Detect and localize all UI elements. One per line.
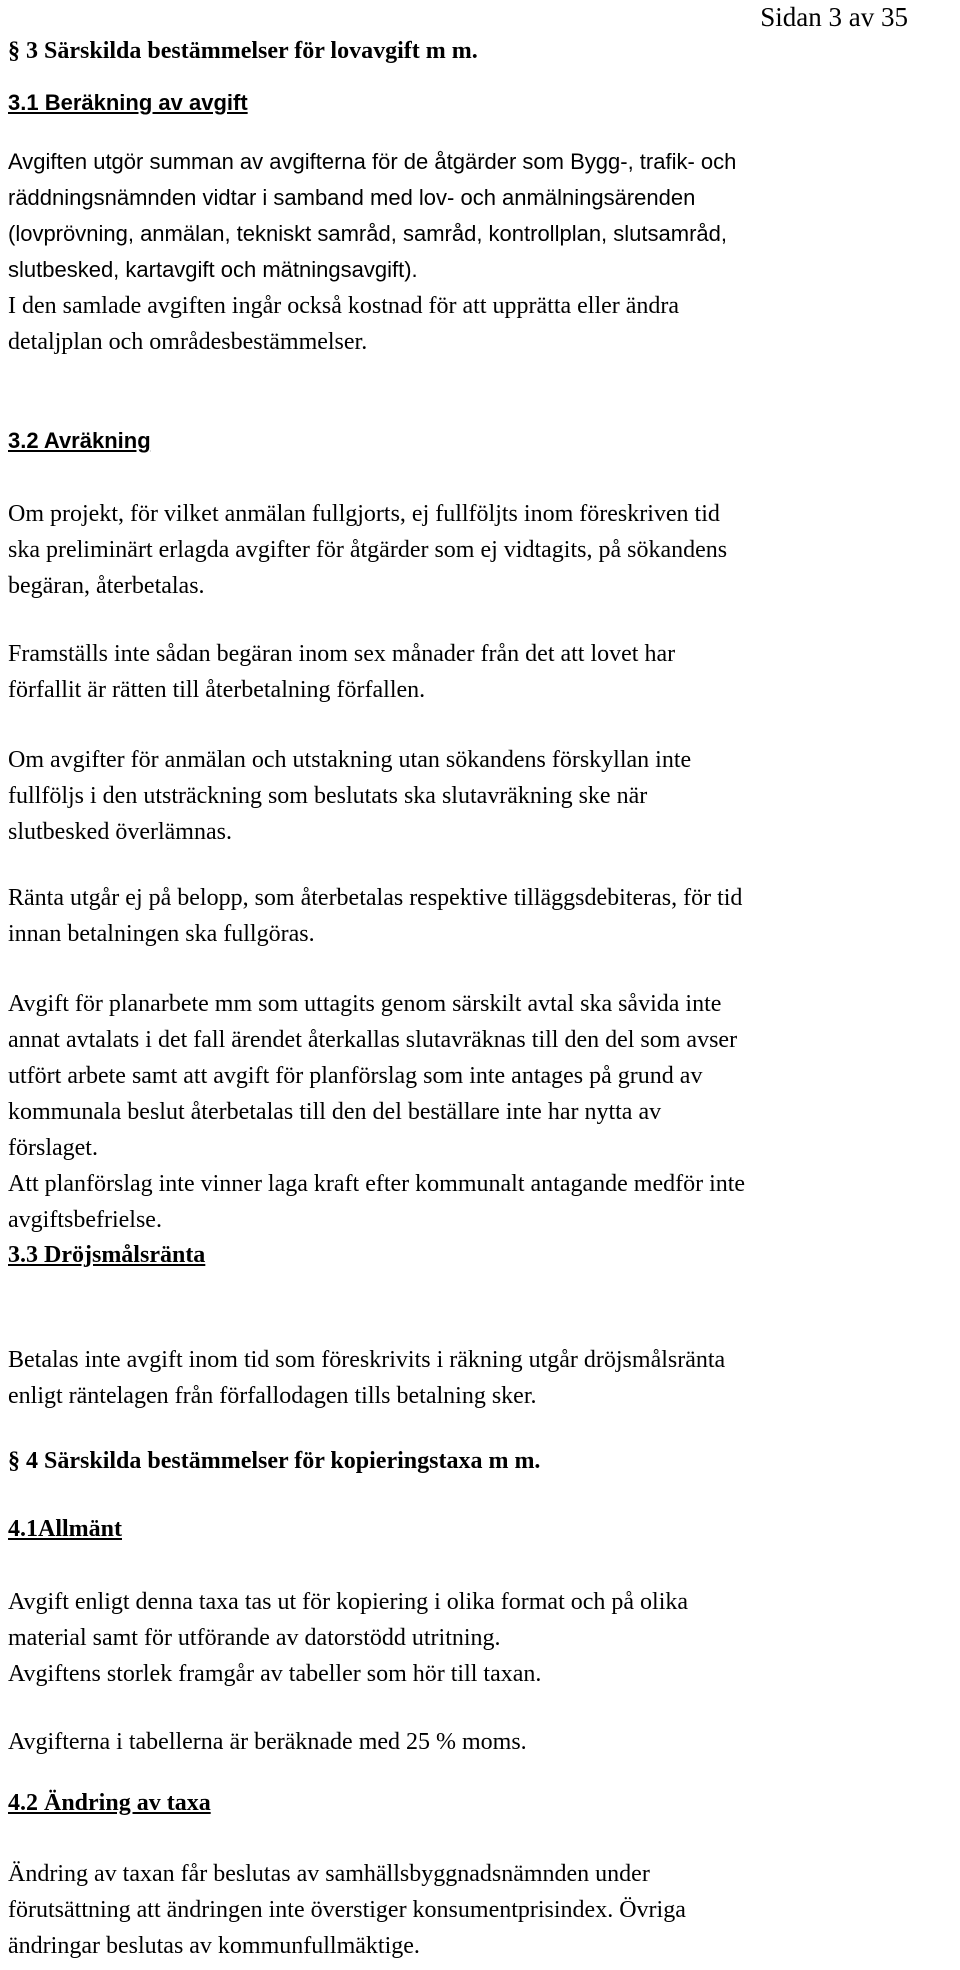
section-4-1-paragraph-1 xyxy=(8,1584,956,1692)
section-3-3-paragraph-1 xyxy=(8,1342,956,1414)
text-line: avgiftsbefrielse. xyxy=(8,1207,162,1233)
section-3-1-paragraph-2 xyxy=(8,288,956,360)
page-number: Sidan 3 av 35 xyxy=(760,2,908,32)
section-3-heading: § 3 Särskilda bestämmelser för lovavgift m m. xyxy=(8,38,478,64)
text-line: material samt för utförande av datorstödd utritning. xyxy=(8,1625,501,1651)
text-line: Avgiften utgör summan av avgifterna för de åtgärder som Bygg-, trafik- och xyxy=(8,149,737,174)
section-3-2-paragraph-2 xyxy=(8,636,956,708)
text-line: I den samlade avgiften ingår också kostnad för att upprätta eller ändra xyxy=(8,293,680,319)
text-line: Ändring av taxan får beslutas av samhällsbyggnadsnämnden under xyxy=(8,1861,650,1887)
section-3-3-heading: 3.3 Dröjsmålsränta xyxy=(8,1242,206,1268)
section-3-2-paragraph-5 xyxy=(8,986,956,1166)
text-line: slutbesked överlämnas. xyxy=(8,819,232,845)
text-line: innan betalningen ska fullgöras. xyxy=(8,921,315,947)
text-line: slutbesked, kartavgift och mätningsavgift). xyxy=(8,257,418,282)
section-3-1-paragraph-1 xyxy=(8,144,956,288)
text-line: fullföljs i den utsträckning som beslutats ska slutavräkning ske när xyxy=(8,783,648,809)
section-4-2-paragraph-1 xyxy=(8,1856,956,1964)
section-3-2-paragraph-1 xyxy=(8,496,956,604)
text-line: Om avgifter för anmälan och utstakning utan sökandens förskyllan inte xyxy=(8,747,692,773)
text-line: räddningsnämnden vidtar i samband med lov- och anmälningsärenden xyxy=(8,185,696,210)
section-4-heading: § 4 Särskilda bestämmelser för kopieringstaxa m m. xyxy=(8,1448,541,1474)
text-line: annat avtalats i det fall ärendet återkallas slutavräknas till den del som avser xyxy=(8,1027,738,1053)
section-4-1-heading: 4.1Allmänt xyxy=(8,1516,122,1542)
section-4-1-paragraph-3 xyxy=(8,1724,956,1760)
text-line: enligt räntelagen från förfallodagen tills betalning sker. xyxy=(8,1383,537,1409)
text-line: Avgiftens storlek framgår av tabeller som hör till taxan. xyxy=(8,1661,542,1687)
text-line: Om projekt, för vilket anmälan fullgjorts, ej fullföljts inom föreskriven tid xyxy=(8,501,720,527)
text-line: begäran, återbetalas. xyxy=(8,573,205,599)
text-line: kommunala beslut återbetalas till den del beställare inte har nytta av xyxy=(8,1099,662,1125)
text-line: detaljplan och områdesbestämmelser. xyxy=(8,329,368,355)
text-line: ska preliminärt erlagda avgifter för åtgärder som ej vidtagits, på sökandens xyxy=(8,537,728,563)
text-line: Avgift för planarbete mm som uttagits genom särskilt avtal ska såvida inte xyxy=(8,991,722,1017)
text-line: Avgift enligt denna taxa tas ut för kopiering i olika format och på olika xyxy=(8,1589,689,1615)
text-line: utfört arbete samt att avgift för planförslag som inte antages på grund av xyxy=(8,1063,703,1089)
text-line: Betalas inte avgift inom tid som föreskrivits i räkning utgår dröjsmålsränta xyxy=(8,1347,726,1373)
text-line: förutsättning att ändringen inte överstiger konsumentprisindex. Övriga xyxy=(8,1897,686,1923)
text-line: Att planförslag inte vinner laga kraft efter kommunalt antagande medför inte xyxy=(8,1171,746,1197)
section-4-2-heading: 4.2 Ändring av taxa xyxy=(8,1790,211,1816)
section-3-2-paragraph-6 xyxy=(8,1166,956,1238)
section-3-2-heading: 3.2 Avräkning xyxy=(8,428,151,453)
text-line: (lovprövning, anmälan, tekniskt samråd, samråd, kontrollplan, slutsamråd, xyxy=(8,221,727,246)
text-line: förslaget. xyxy=(8,1135,98,1161)
section-3-2-paragraph-4 xyxy=(8,880,956,952)
text-line: Ränta utgår ej på belopp, som återbetalas respektive tilläggsdebiteras, för tid xyxy=(8,885,743,911)
text-line: Avgifterna i tabellerna är beräknade med 25 % moms. xyxy=(8,1729,527,1755)
text-line: förfallit är rätten till återbetalning förfallen. xyxy=(8,677,426,703)
text-line: ändringar beslutas av kommunfullmäktige. xyxy=(8,1933,420,1959)
section-3-1-heading: 3.1 Beräkning av avgift xyxy=(8,90,248,115)
text-line: Framställs inte sådan begäran inom sex månader från det att lovet har xyxy=(8,641,676,667)
section-3-2-paragraph-3 xyxy=(8,742,956,850)
